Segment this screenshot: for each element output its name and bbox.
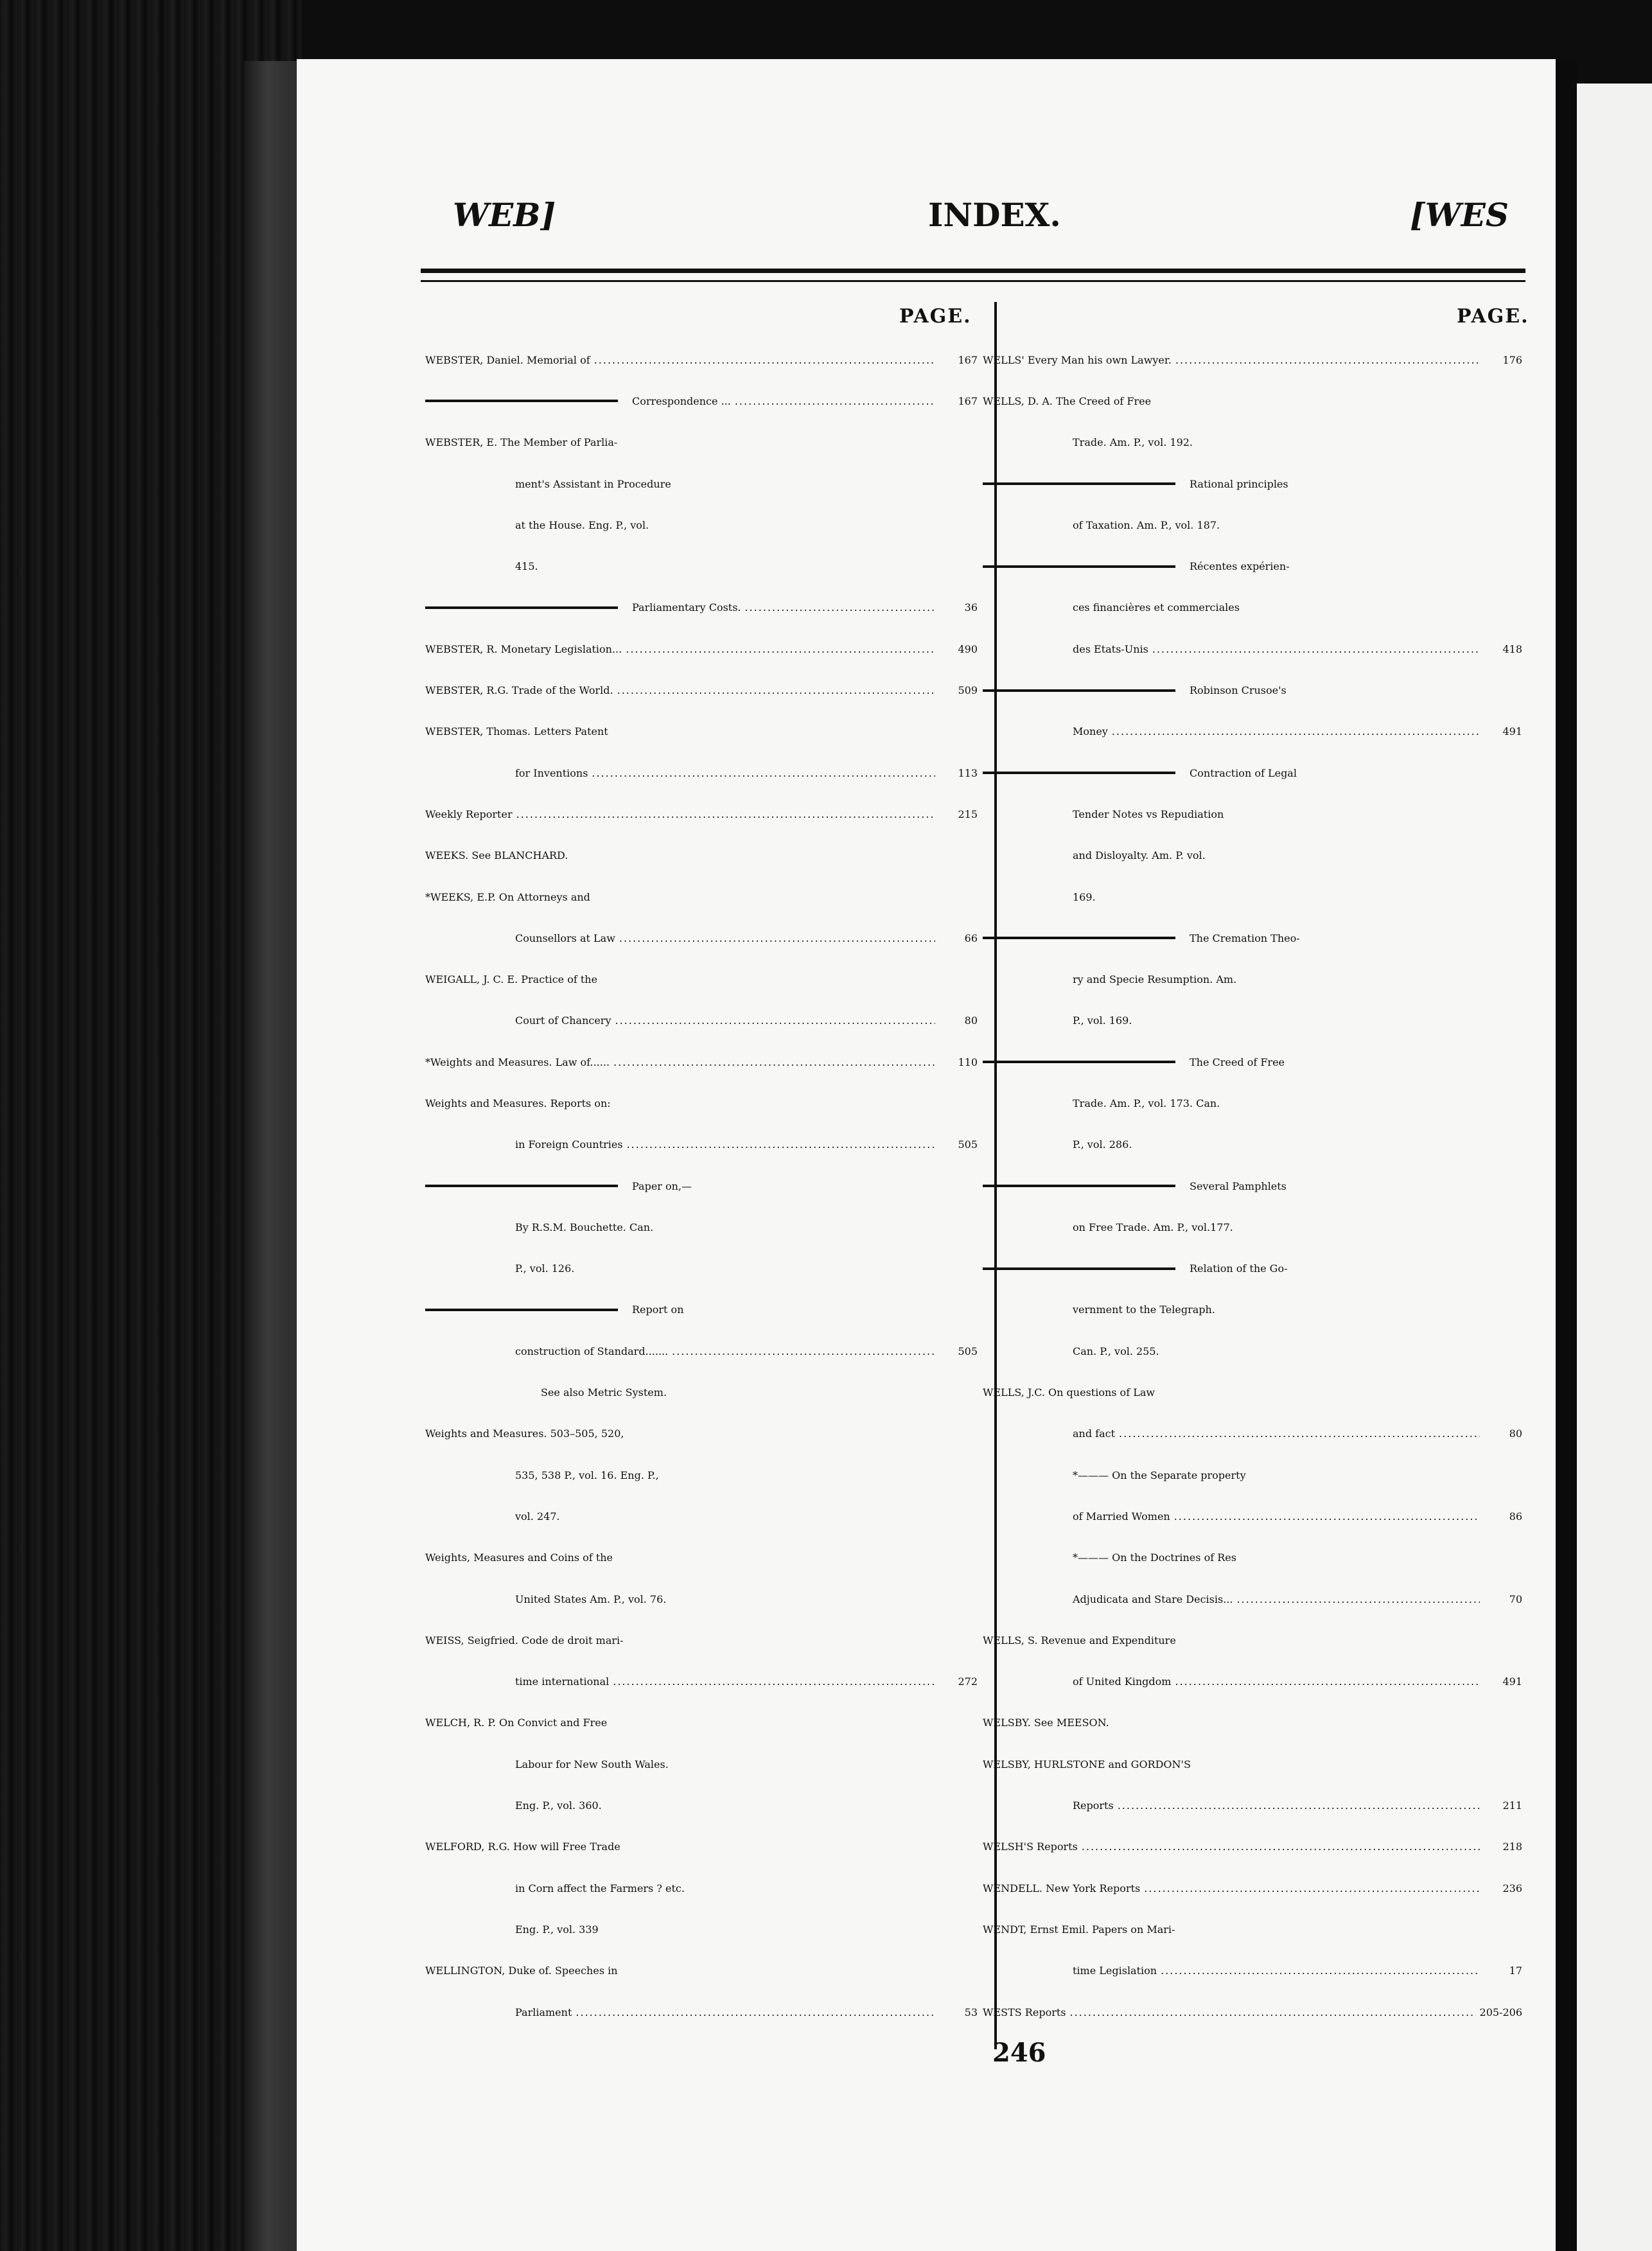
entry-page-number: 86	[1509, 1510, 1522, 1523]
entry-page-number: 236	[1502, 1882, 1522, 1894]
index-entry	[983, 1330, 1522, 1372]
ditto-dash	[983, 772, 1175, 774]
dot-leader	[672, 1345, 935, 1357]
index-entry	[425, 1743, 978, 1785]
entry-text: WESTS Reports	[983, 2006, 1066, 2018]
entry-page-number: 491	[1502, 1675, 1522, 1688]
index-entry	[983, 463, 1522, 504]
entry-text: WELSBY, HURLSTONE and GORDON'S	[983, 1758, 1191, 1770]
index-entry	[983, 422, 1522, 463]
index-entry	[983, 876, 1522, 917]
entry-text: of Married Women	[1073, 1510, 1170, 1523]
running-head-right: [WES	[1410, 196, 1509, 234]
entry-text: Weekly Reporter	[425, 808, 513, 820]
entry-text: ry and Specie Resumption. Am.	[1073, 973, 1237, 986]
index-entry	[425, 1372, 978, 1413]
entry-text: P., vol. 126.	[515, 1262, 575, 1275]
entry-text: Can. P., vol. 255.	[1073, 1345, 1159, 1357]
entry-text: WELLS' Every Man his own Lawyer.	[983, 353, 1172, 366]
index-entry	[983, 504, 1522, 545]
index-entry	[425, 1661, 978, 1702]
entry-text: vol. 247.	[515, 1510, 560, 1523]
entry-text: ces financières et commerciales	[1073, 601, 1240, 614]
index-entry	[425, 1620, 978, 1661]
entry-text: P., vol. 169.	[1073, 1014, 1132, 1027]
entry-text: Money	[1073, 725, 1108, 738]
dot-leader	[1152, 643, 1480, 655]
dot-leader	[613, 1056, 935, 1068]
entry-text: in Corn affect the Farmers ? etc.	[515, 1882, 685, 1894]
ditto-dash	[983, 937, 1175, 939]
dot-leader	[1175, 1675, 1480, 1688]
entry-text: Tender Notes vs Repudiation	[1073, 808, 1224, 820]
index-entry	[425, 793, 978, 834]
index-entry	[425, 1165, 978, 1206]
dot-leader	[1118, 1799, 1480, 1812]
entry-text: des Etats-Unis	[1073, 642, 1148, 655]
index-entry	[425, 1950, 978, 1991]
entry-text: By R.S.M. Bouchette. Can.	[515, 1221, 654, 1233]
entry-text: WELLS, S. Revenue and Expenditure	[983, 1634, 1176, 1646]
entry-page-number: 167	[958, 353, 978, 366]
entry-page-number: 176	[1502, 353, 1522, 366]
ditto-dash	[983, 482, 1175, 485]
entry-page-number: 418	[1502, 642, 1522, 655]
entry-page-number: 272	[958, 1675, 978, 1688]
page-column-label-left: PAGE.	[899, 305, 972, 328]
index-entry	[425, 1578, 978, 1620]
index-entry	[983, 1165, 1522, 1206]
index-entry	[425, 587, 978, 628]
entry-text: WELLS, J.C. On questions of Law	[983, 1386, 1156, 1399]
entry-text: in Foreign Countries	[515, 1138, 623, 1151]
dot-leader	[626, 643, 935, 655]
dot-leader	[1144, 1882, 1480, 1894]
index-entry	[983, 1372, 1522, 1413]
index-entry	[983, 1702, 1522, 1743]
entry-text: construction of Standard.......	[515, 1345, 669, 1357]
index-entry	[425, 1000, 978, 1041]
index-entry	[425, 711, 978, 752]
page-number: 246	[992, 2038, 1046, 2068]
entry-text: Report on	[632, 1303, 684, 1316]
entry-text: WELSBY. See MEESON.	[983, 1717, 1109, 1729]
index-entry	[425, 1702, 978, 1743]
index-entry	[425, 752, 978, 793]
entry-page-number: 70	[1509, 1593, 1522, 1605]
entry-text: vernment to the Telegraph.	[1073, 1303, 1215, 1316]
entry-page-number: 53	[964, 2006, 978, 2018]
running-head-title: INDEX.	[928, 196, 1061, 234]
index-entry	[983, 1785, 1522, 1826]
index-entry	[983, 958, 1522, 1000]
index-entry	[425, 380, 978, 421]
entry-text: WEBSTER, Daniel. Memorial of	[425, 353, 590, 366]
entry-page-number: 218	[1502, 1841, 1522, 1853]
index-entry	[425, 1330, 978, 1372]
entry-text: WEBSTER, R. Monetary Legislation...	[425, 642, 622, 655]
index-entry	[425, 876, 978, 917]
index-entry	[983, 1082, 1522, 1124]
entry-text: Reports	[1073, 1799, 1114, 1812]
entry-page-number: 509	[958, 684, 978, 697]
entry-text: ment's Assistant in Procedure	[515, 477, 671, 490]
index-entry	[983, 1454, 1522, 1496]
dot-leader	[745, 601, 935, 614]
dot-leader	[627, 1138, 935, 1151]
dot-leader	[1119, 1427, 1480, 1440]
dot-leader	[1069, 2006, 1475, 2018]
index-entry	[983, 917, 1522, 958]
entry-text: *WEEKS, E.P. On Attorneys and	[425, 890, 590, 903]
entry-text: at the House. Eng. P., vol.	[515, 518, 649, 531]
index-entry	[983, 1413, 1522, 1454]
entry-page-number: 113	[958, 766, 978, 779]
index-entry	[425, 463, 978, 504]
index-entry	[425, 422, 978, 463]
dot-leader	[516, 808, 935, 820]
entry-text: Correspondence ...	[632, 394, 731, 407]
entry-page-number: 80	[964, 1014, 978, 1027]
entry-page-number: 215	[958, 808, 978, 820]
index-column-right	[983, 339, 1522, 2033]
entry-text: Rational principles	[1190, 477, 1288, 490]
entry-text: on Free Trade. Am. P., vol.177.	[1073, 1221, 1233, 1233]
index-entry	[983, 752, 1522, 793]
entry-text: 415.	[515, 560, 538, 573]
entry-text: of United Kingdom	[1073, 1675, 1172, 1688]
ditto-dash	[425, 400, 618, 402]
page-edge-shadow	[1556, 59, 1577, 2251]
index-entry	[425, 504, 978, 545]
index-entry	[983, 669, 1522, 711]
running-head-left: WEB]	[453, 196, 556, 234]
book-gutter	[244, 61, 302, 2251]
index-entry	[425, 1289, 978, 1330]
index-entry	[425, 1537, 978, 1578]
entry-text: Eng. P., vol. 360.	[515, 1799, 602, 1812]
index-entry	[425, 1413, 978, 1454]
dot-leader	[592, 767, 935, 779]
ditto-dash	[425, 606, 618, 609]
index-entry	[425, 835, 978, 876]
entry-page-number: 505	[958, 1138, 978, 1151]
entry-page-number: 490	[958, 642, 978, 655]
index-entry	[983, 1496, 1522, 1537]
dot-leader	[615, 1014, 936, 1027]
entry-page-number: 110	[958, 1055, 978, 1068]
entry-text: WEIGALL, J. C. E. Practice of the	[425, 973, 598, 986]
header-rule-thin	[421, 280, 1525, 282]
header-rule-thick	[421, 269, 1525, 273]
index-entry	[983, 1537, 1522, 1578]
dot-leader	[1161, 1964, 1480, 1977]
entry-page-number: 80	[1509, 1427, 1522, 1440]
index-entry	[983, 1248, 1522, 1289]
entry-text: The Cremation Theo-	[1190, 931, 1300, 944]
dot-leader	[1236, 1593, 1480, 1605]
index-entry	[983, 1661, 1522, 1702]
entry-page-number: 167	[958, 394, 978, 407]
index-entry	[983, 1620, 1522, 1661]
index-entry	[425, 917, 978, 958]
ditto-dash	[983, 565, 1175, 568]
index-entry	[425, 1785, 978, 1826]
index-entry	[425, 958, 978, 1000]
entry-text: Several Pamphlets	[1190, 1179, 1287, 1192]
entry-text: WEEKS. See BLANCHARD.	[425, 849, 568, 862]
entry-text: *——— On the Separate property	[1073, 1469, 1246, 1481]
entry-text: Weights and Measures. 503–505, 520,	[425, 1427, 624, 1440]
page-column-label-right: PAGE.	[1457, 305, 1529, 328]
index-entry	[983, 1206, 1522, 1248]
entry-text: Robinson Crusoe's	[1190, 684, 1287, 697]
entry-text: See also Metric System.	[541, 1386, 667, 1399]
entry-text: Weights and Measures. Reports on:	[425, 1097, 611, 1109]
entry-text: of Taxation. Am. P., vol. 187.	[1073, 518, 1220, 531]
entry-text: Paper on,—	[632, 1179, 692, 1192]
entry-text: 535, 538 P., vol. 16. Eng. P.,	[515, 1469, 659, 1481]
entry-text: Trade. Am. P., vol. 192.	[1073, 436, 1193, 449]
entry-text: P., vol. 286.	[1073, 1138, 1132, 1151]
index-entry	[425, 628, 978, 669]
index-entry	[983, 711, 1522, 752]
index-entry	[425, 1124, 978, 1165]
entry-text: WENDELL. New York Reports	[983, 1882, 1141, 1894]
entry-text: WELLINGTON, Duke of. Speeches in	[425, 1964, 618, 1977]
index-entry	[983, 545, 1522, 587]
dot-leader	[1082, 1841, 1480, 1853]
entry-text: Trade. Am. P., vol. 173. Can.	[1073, 1097, 1220, 1109]
index-entry	[425, 1867, 978, 1909]
ditto-dash	[983, 1061, 1175, 1063]
index-entry	[983, 1743, 1522, 1785]
entry-page-number: 36	[964, 601, 978, 614]
entry-text: Court of Chancery	[515, 1014, 611, 1027]
index-entry	[983, 1950, 1522, 1991]
entry-text: WELLS, D. A. The Creed of Free	[983, 394, 1152, 407]
entry-text: WEBSTER, E. The Member of Parlia-	[425, 436, 618, 449]
index-entry	[983, 1289, 1522, 1330]
entry-text: Récentes expérien-	[1190, 560, 1290, 573]
dot-leader	[617, 684, 935, 696]
index-entry	[425, 1206, 978, 1248]
index-entry	[983, 628, 1522, 669]
index-entry	[983, 1909, 1522, 1950]
entry-text: WELCH, R. P. On Convict and Free	[425, 1717, 608, 1729]
index-entry	[425, 1248, 978, 1289]
entry-text: WENDT, Ernst Emil. Papers on Mari-	[983, 1923, 1175, 1936]
index-entry	[983, 339, 1522, 380]
index-entry	[983, 1000, 1522, 1041]
index-entry	[425, 339, 978, 380]
entry-text: WELFORD, R.G. How will Free Trade	[425, 1841, 620, 1853]
ditto-dash	[425, 1185, 618, 1187]
entry-page-number: 205-206	[1479, 2006, 1522, 2018]
entry-text: Weights, Measures and Coins of the	[425, 1551, 613, 1564]
dot-leader	[1174, 1510, 1480, 1523]
index-entry	[425, 1496, 978, 1537]
entry-page-number: 66	[964, 931, 978, 944]
dot-leader	[619, 932, 935, 944]
entry-text: WEISS, Seigfried. Code de droit mari-	[425, 1634, 624, 1646]
dot-leader	[735, 395, 935, 407]
entry-text: Relation of the Go-	[1190, 1262, 1288, 1275]
index-entry	[425, 1991, 978, 2033]
ditto-dash	[983, 1267, 1175, 1270]
entry-text: WELSH'S Reports	[983, 1841, 1078, 1853]
entry-text: time international	[515, 1675, 610, 1688]
index-entry	[983, 1991, 1522, 2033]
index-entry	[425, 1826, 978, 1867]
index-entry	[425, 1041, 978, 1082]
dot-leader	[594, 354, 935, 366]
entry-text: time Legislation	[1073, 1964, 1157, 1977]
facing-page-edge	[1577, 84, 1652, 2251]
entry-text: Parliamentary Costs.	[632, 601, 741, 614]
index-column-left	[425, 339, 978, 2033]
index-entry	[425, 669, 978, 711]
index-entry	[983, 380, 1522, 421]
dot-leader	[576, 2006, 935, 2018]
entry-text: United States Am. P., vol. 76.	[515, 1593, 667, 1605]
entry-text: Labour for New South Wales.	[515, 1758, 669, 1770]
index-entry	[425, 1082, 978, 1124]
entry-page-number: 505	[958, 1345, 978, 1357]
entry-text: Parliament	[515, 2006, 572, 2018]
dot-leader	[1175, 354, 1480, 366]
index-entry	[983, 793, 1522, 834]
index-entry	[425, 545, 978, 587]
index-entry	[983, 1041, 1522, 1082]
entry-text: and Disloyalty. Am. P. vol.	[1073, 849, 1206, 862]
index-entry	[983, 587, 1522, 628]
entry-text: for Inventions	[515, 766, 588, 779]
dot-leader	[613, 1675, 935, 1688]
entry-text: WEBSTER, Thomas. Letters Patent	[425, 725, 608, 738]
entry-text: Adjudicata and Stare Decisis...	[1073, 1593, 1233, 1605]
entry-text: Counsellors at Law	[515, 931, 615, 944]
ditto-dash	[425, 1309, 618, 1311]
entry-text: Eng. P., vol. 339	[515, 1923, 599, 1936]
index-entry	[983, 1124, 1522, 1165]
entry-text: Contraction of Legal	[1190, 766, 1297, 779]
index-entry	[983, 1867, 1522, 1909]
entry-text: *Weights and Measures. Law of......	[425, 1055, 610, 1068]
index-entry	[983, 835, 1522, 876]
index-entry	[425, 1454, 978, 1496]
entry-text: *——— On the Doctrines of Res	[1073, 1551, 1236, 1564]
entry-text: WEBSTER, R.G. Trade of the World.	[425, 684, 613, 697]
entry-page-number: 491	[1502, 725, 1522, 738]
entry-text: and fact	[1073, 1427, 1116, 1440]
entry-page-number: 211	[1502, 1799, 1522, 1812]
entry-text: The Creed of Free	[1190, 1055, 1285, 1068]
ditto-dash	[983, 689, 1175, 692]
dot-leader	[1112, 725, 1480, 737]
index-entry	[983, 1826, 1522, 1867]
index-entry	[983, 1578, 1522, 1620]
entry-page-number: 17	[1509, 1964, 1522, 1977]
entry-text: 169.	[1073, 890, 1096, 903]
ditto-dash	[983, 1185, 1175, 1187]
index-entry	[425, 1909, 978, 1950]
